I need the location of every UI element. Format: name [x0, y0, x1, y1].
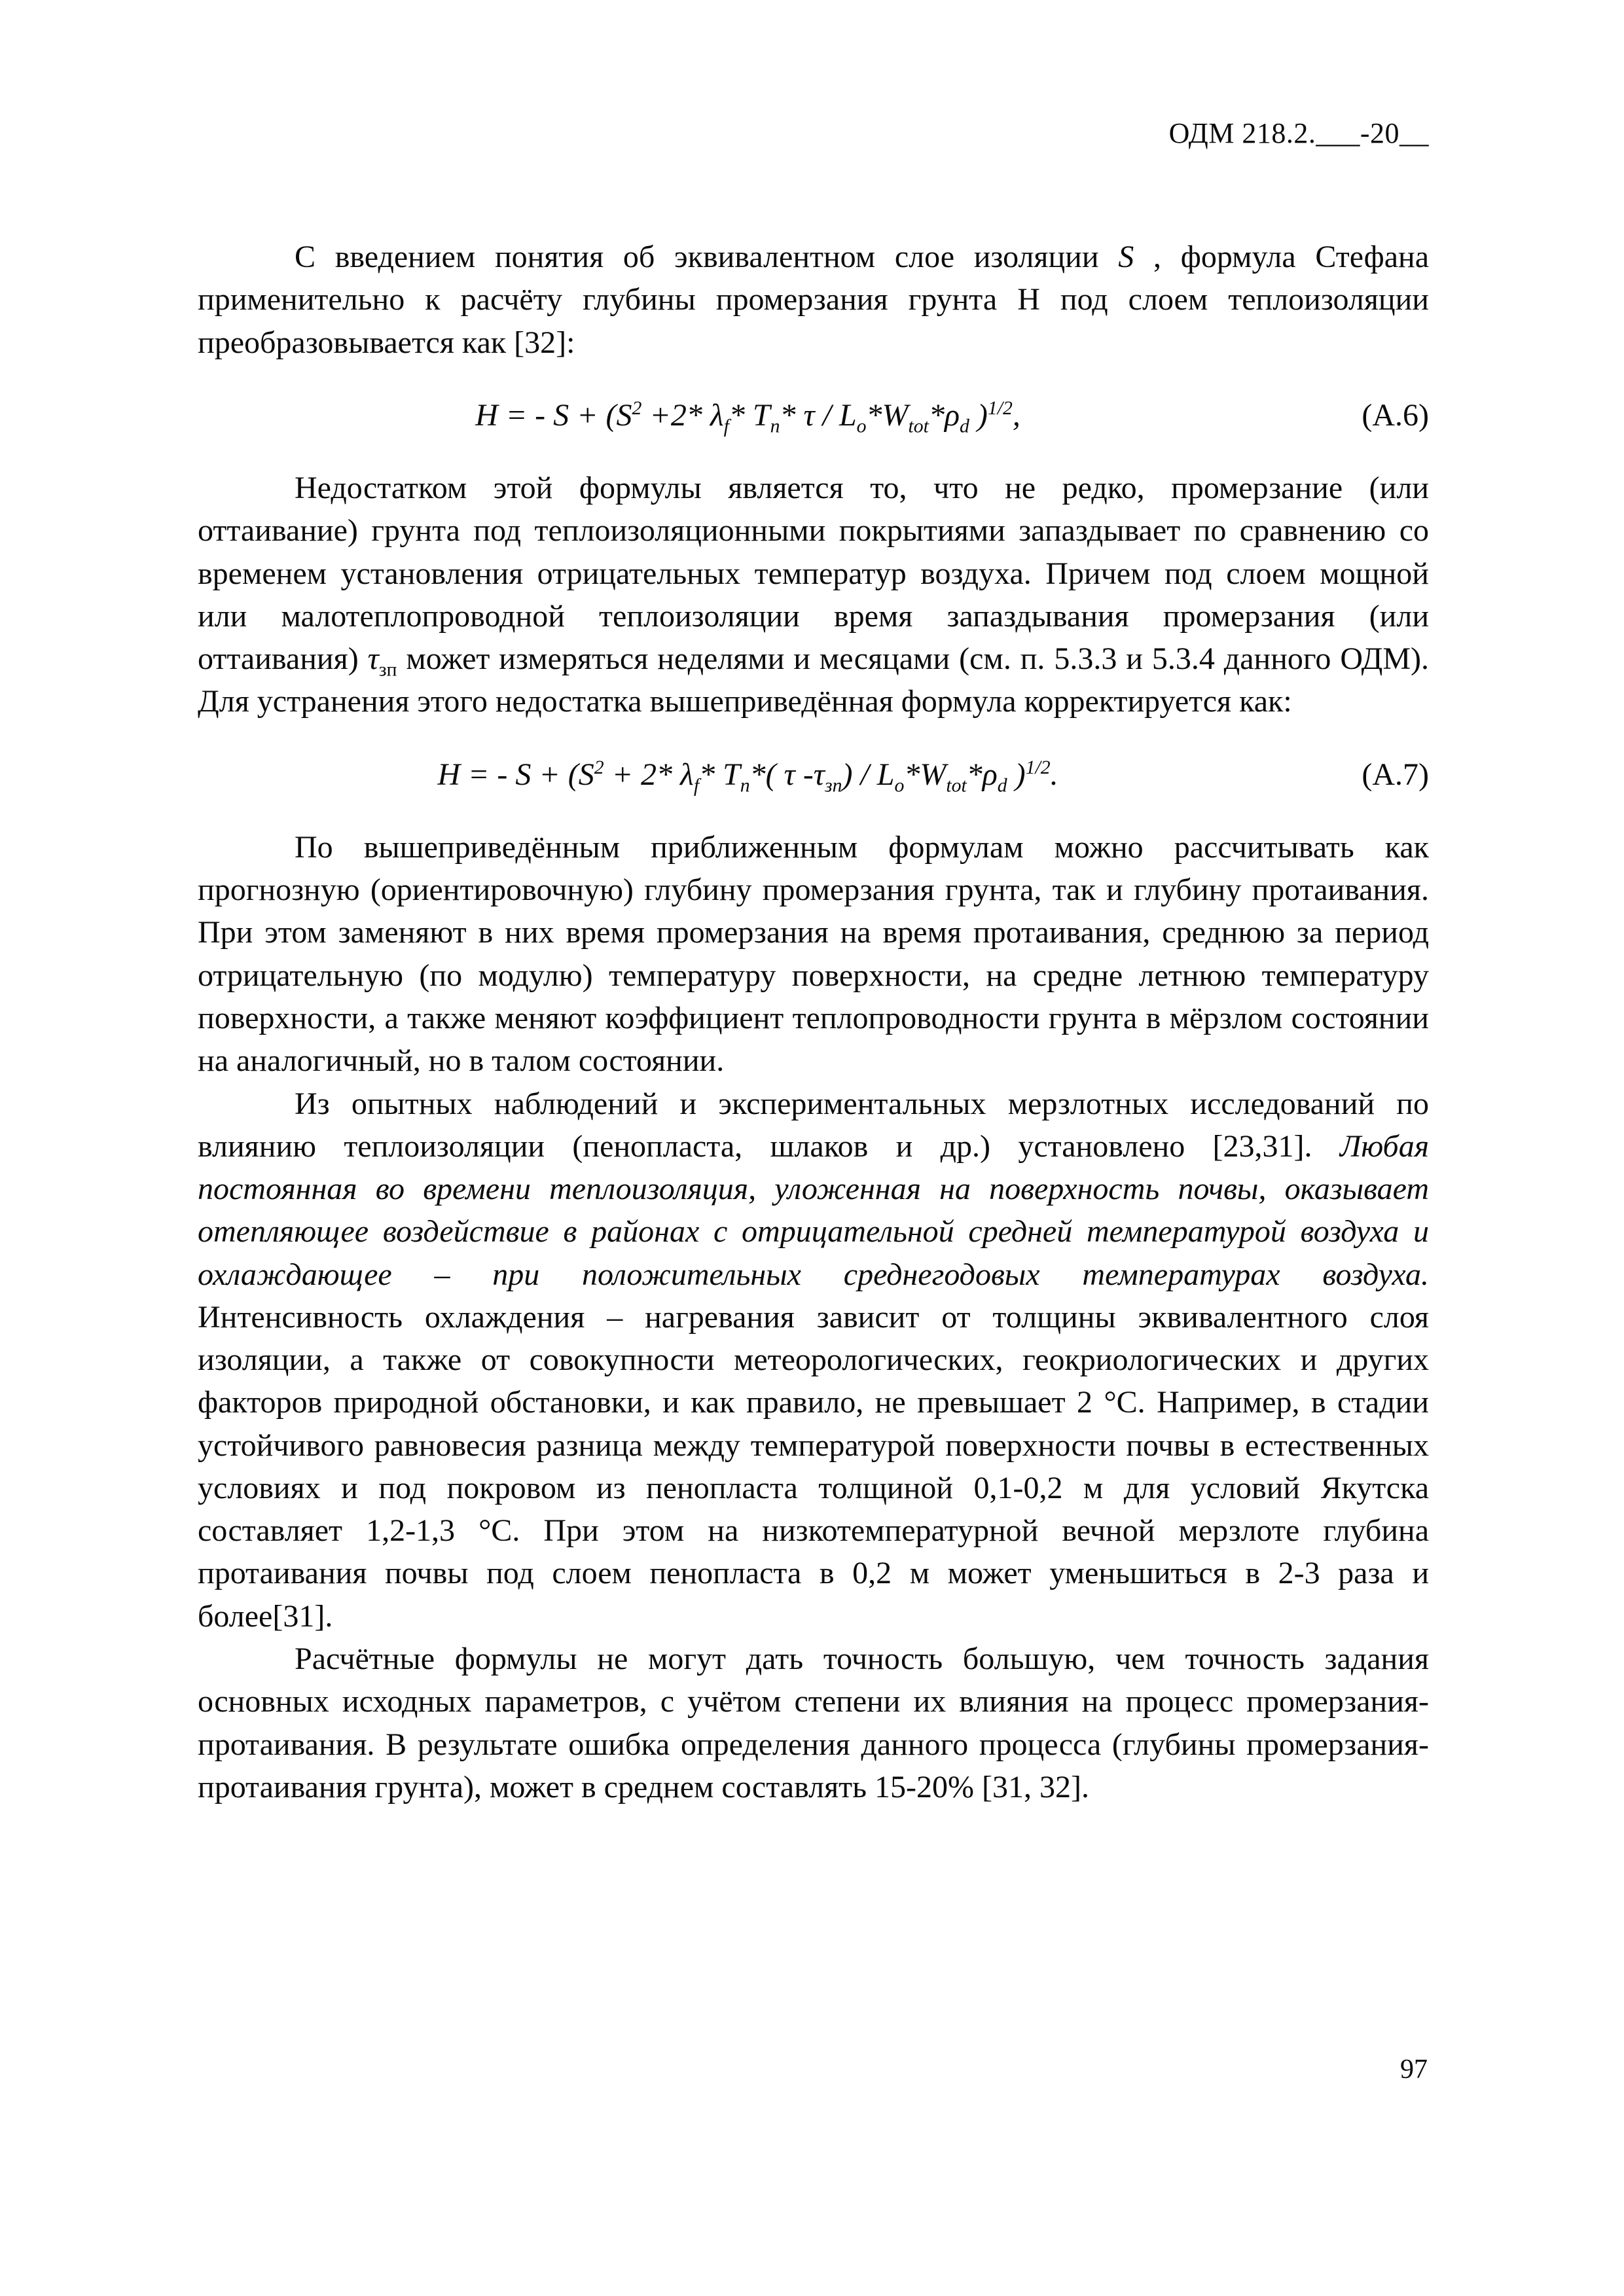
text-run: * T — [699, 757, 740, 792]
text-run: H = - S + (S — [475, 397, 632, 433]
text-run: * T — [729, 397, 770, 433]
text-run: *W — [904, 757, 947, 792]
paragraph-approx-formulas-usage — [198, 826, 1429, 1083]
text-run: o — [856, 415, 867, 437]
text-run: зп — [378, 658, 397, 681]
text-run: *W — [866, 397, 909, 433]
paragraph-formula-shortcoming — [198, 467, 1429, 723]
text-run: S — [1118, 240, 1134, 274]
text-run: τ — [367, 641, 379, 677]
text-run: *ρ — [928, 397, 960, 433]
paragraph-accuracy-note — [198, 1638, 1429, 1808]
text-run: Любая постоянная во времени теплоизоляция, уложенная на поверхность почвы, оказывает отепляющее воздействие в районах с отрицательной средней температурой воздуха и охлаждающее – при положительных среднегодовых температурах воздуха. — [198, 1128, 1429, 1292]
page-number: 97 — [1400, 2054, 1428, 2085]
text-run: 1/2 — [987, 397, 1013, 419]
formula-a6-row — [198, 394, 1429, 437]
text-run: С введением понятия об эквивалентном слое изоляции — [295, 240, 1119, 274]
text-run: 2 — [594, 756, 604, 778]
formula-a7 — [198, 753, 1429, 796]
text-run: d — [959, 415, 969, 437]
text-run: H = - S + (S — [437, 757, 594, 792]
text-run: Интенсивность охлаждения – нагревания зависит от толщины эквивалентного слоя изоляции, а также от совокупности метеорологических, геокриологических и других факторов природной обстановки, и как правило, не превышает 2 °С. Например, в стадии устойчивого равновесия разница между температурой поверхности почвы в естественных условиях и под покровом из пенопласта толщиной 0,1-0,2 м для условий Якутска составляет 1,2-1,3 °С. При этом на низкотемпературной вечной мерзлоте глубина протаивания почвы под слоем пенопласта в 0,2 м может уменьшиться в 2-3 раза и более[31]. — [198, 1299, 1429, 1634]
text-run: Из опытных наблюдений и экспериментальных мерзлотных исследований по влиянию теплоизоляции (пенопласта, шлаков и др.) установлено [23,31]. — [198, 1086, 1429, 1164]
text-run: +2* λ — [641, 397, 724, 433]
text-run: n — [740, 774, 750, 797]
text-run: n — [770, 415, 780, 437]
text-run: . — [1050, 757, 1058, 792]
text-run: Недостатком этой формулы является то, что не редко, промерзание (или оттаивание) грунта под теплоизоляционными покрытиями запаздывает по сравнению со временем установления отрицательных температур воздуха. Причем под слоем мощной или малотеплопроводной теплоизоляции время запаздывания промерзания (или оттаивания) — [198, 471, 1429, 677]
text-run: 2 — [632, 397, 642, 419]
text-run: tot — [908, 415, 929, 437]
formula-a7-label: (А.7) — [1362, 757, 1429, 792]
text-run: d — [997, 774, 1007, 797]
text-run: Расчётные формулы не могут дать точность большую, чем точность задания основных исходных параметров, с учётом степени их влияния на процесс промерзания-протаивания. В результате ошибка определения данного процесса (глубины промерзания-протаивания грунта), может в среднем составлять 15-20% [31, 32]. — [198, 1641, 1429, 1804]
text-run: o — [894, 774, 905, 797]
text-run: *( τ -τ — [749, 757, 825, 792]
text-run: ) / L — [842, 757, 895, 792]
text-run: * τ / L — [780, 397, 857, 433]
text-run: *ρ — [966, 757, 998, 792]
text-run: По вышеприведённым приближенным формулам можно рассчитывать как прогнозную (ориентировочную) глубину промерзания грунта, так и глубину протаивания. При этом заменяют в них время промерзания на время протаивания, среднюю за период отрицательную (по модулю) температуру поверхности, на средне летнюю температуру поверхности, а также меняют коэффициент теплопроводности грунта в мёрзлом состоянии на аналогичный, но в талом состоянии. — [198, 829, 1429, 1079]
text-run: , формула Стефана применительно к расчёту глубины промерзания грунта Н под слоем теплоизоляции преобразовывается как [32]: — [198, 240, 1429, 360]
formula-a6 — [198, 394, 1429, 437]
text-run: ) — [969, 397, 988, 433]
doc-code-header: ОДМ 218.2.___-20__ — [1168, 117, 1429, 149]
text-run: f — [693, 774, 700, 797]
text-run: зп — [824, 774, 842, 797]
text-run: 1/2 — [1025, 756, 1051, 778]
paragraph-intro-equivalent-layer — [198, 236, 1429, 364]
text-run: + 2* λ — [604, 757, 694, 792]
formula-a7-row — [198, 753, 1429, 796]
text-run: может измеряться неделями и месяцами (см. п. 5.3.3 и 5.3.4 данного ОДМ). Для устранения этого недостатка вышеприведённая формула корректируется как: — [198, 641, 1429, 719]
page-content — [198, 236, 1429, 1808]
text-run: ) — [1007, 757, 1026, 792]
text-run: f — [723, 415, 729, 437]
text-run: , — [1012, 397, 1020, 433]
text-run: tot — [946, 774, 967, 797]
paragraph-experimental-observations — [198, 1083, 1429, 1638]
formula-a6-label: (А.6) — [1362, 397, 1429, 433]
